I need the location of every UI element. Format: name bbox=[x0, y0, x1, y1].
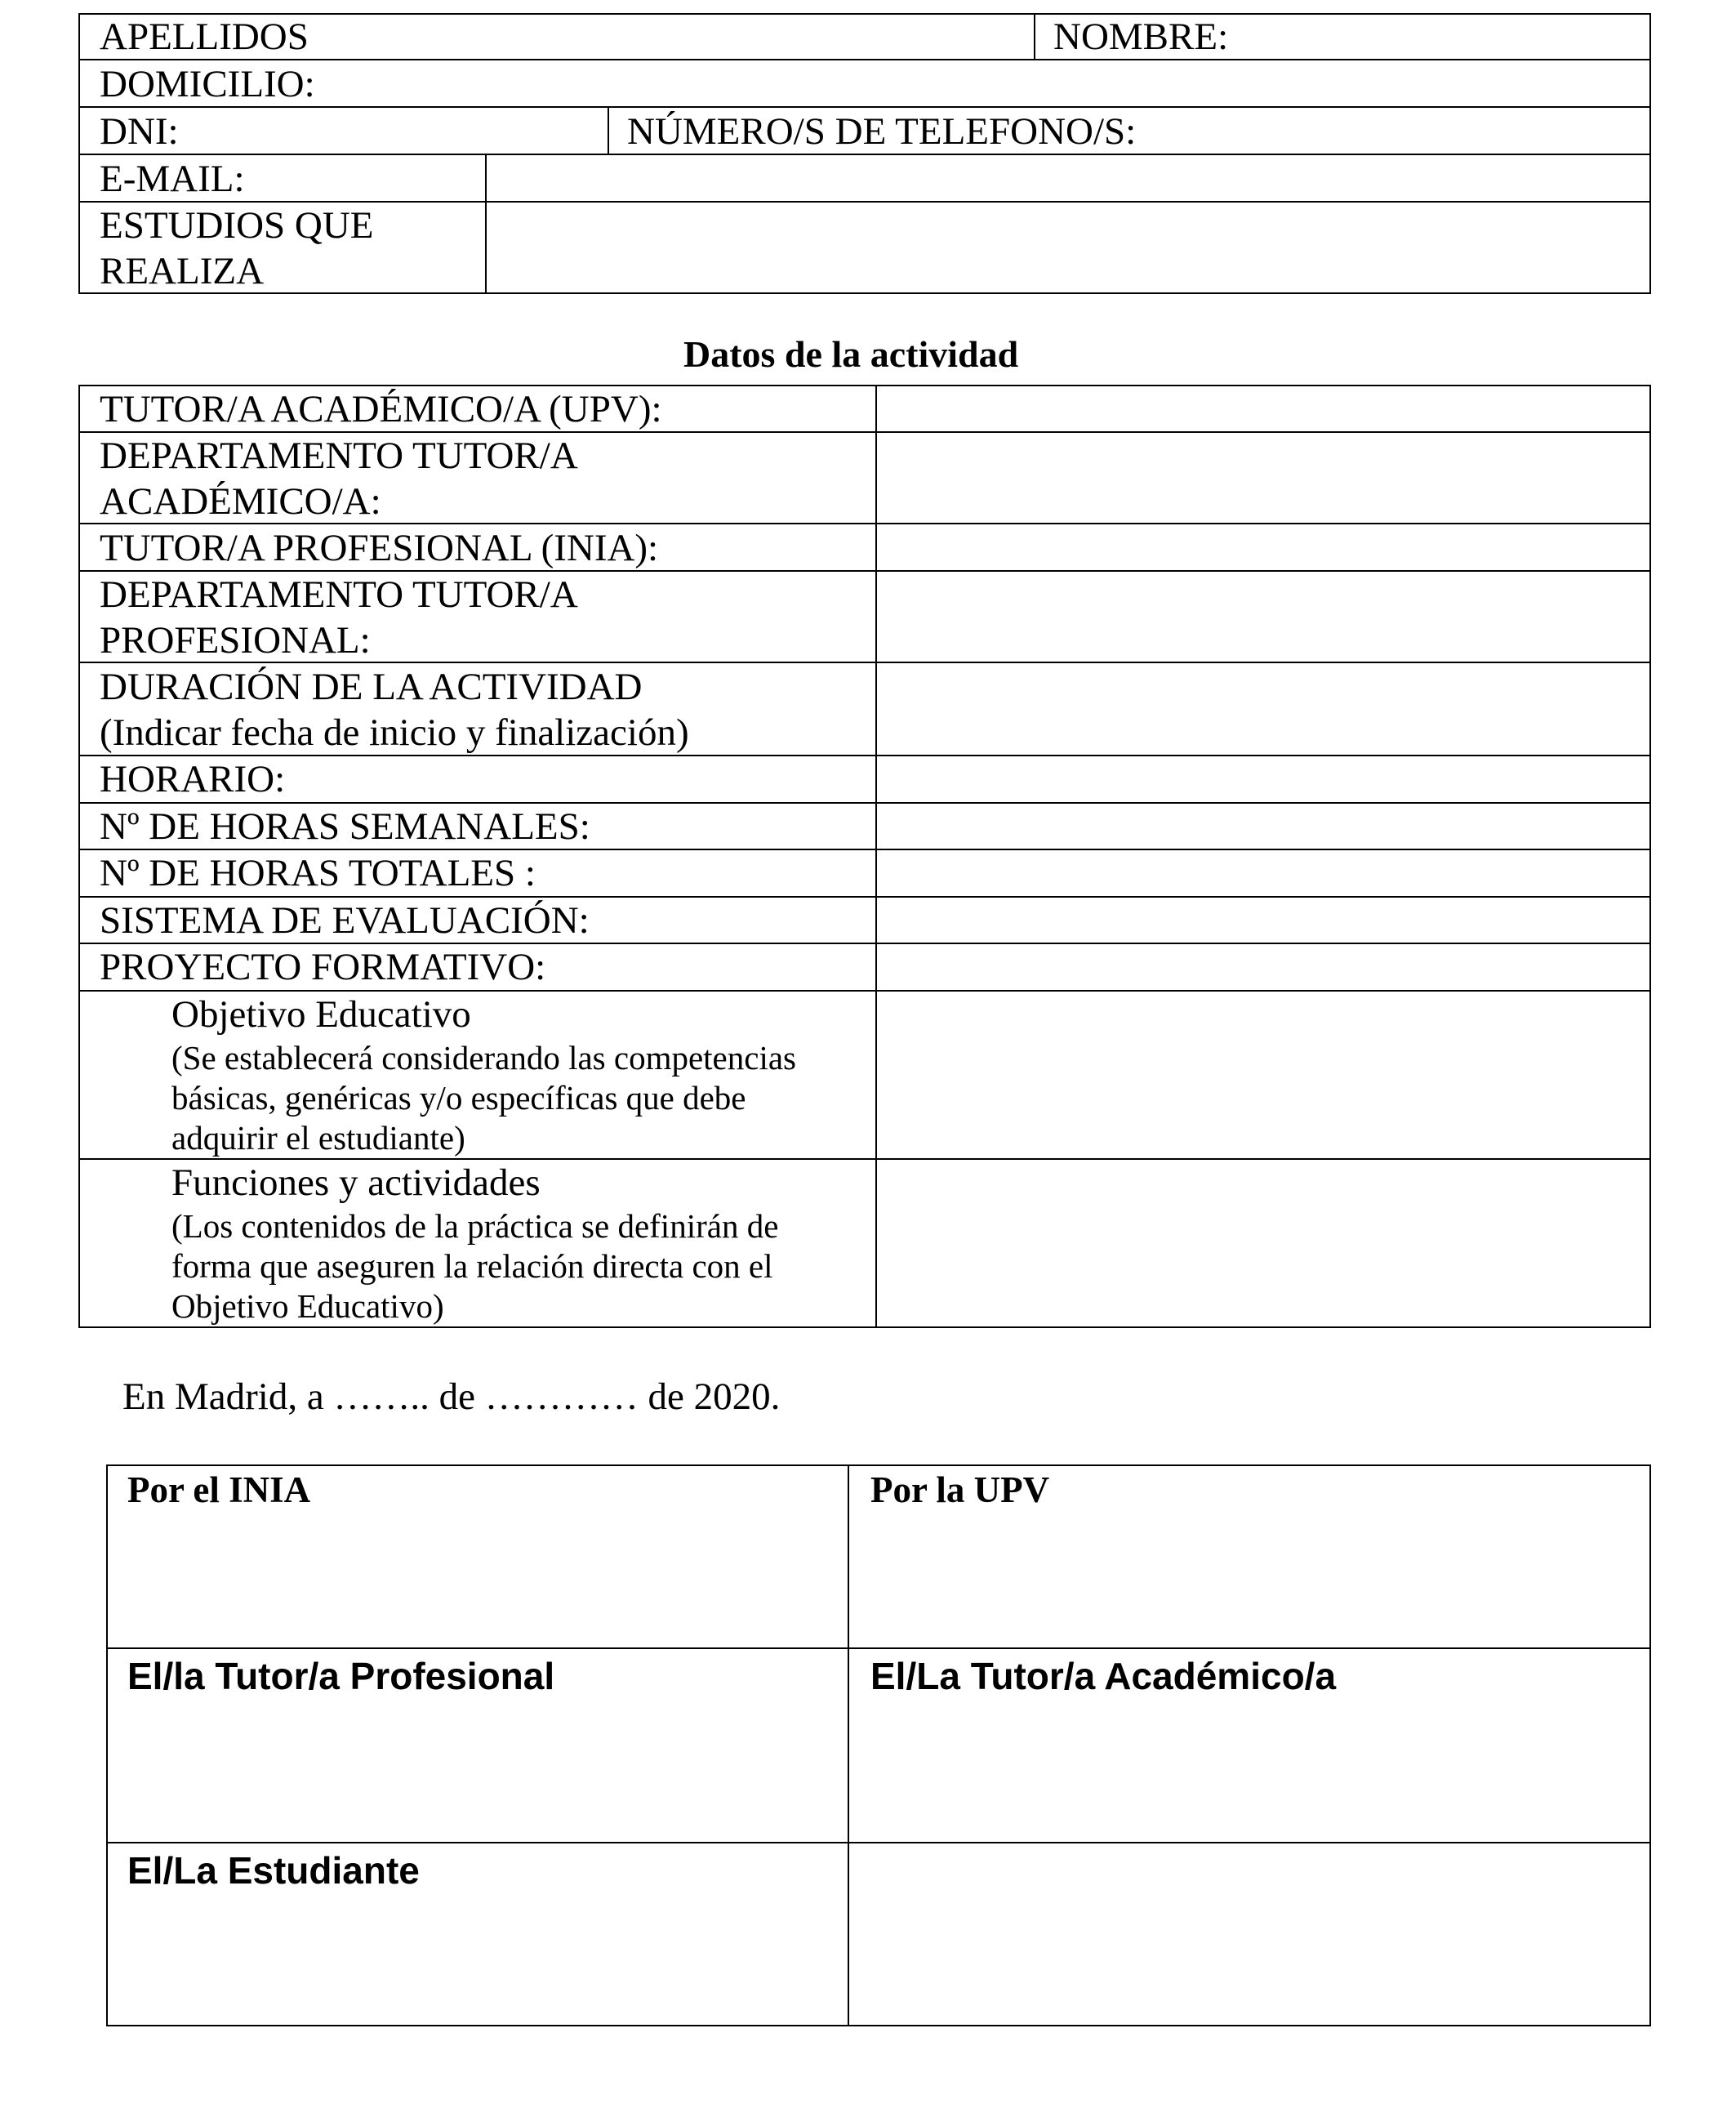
objetivo-note: básicas, genéricas y/o específicas que debe bbox=[171, 1079, 746, 1117]
activity-row-value[interactable] bbox=[875, 943, 1651, 992]
signature-label-upv: Por la UPV bbox=[870, 1469, 1050, 1510]
label-email: E-MAIL: bbox=[100, 158, 245, 200]
activity-label: TUTOR/A ACADÉMICO/A (UPV): bbox=[100, 388, 662, 430]
activity-row-value[interactable] bbox=[875, 849, 1651, 898]
cell-estudios-value[interactable] bbox=[485, 201, 1651, 294]
objetivo-note: adquirir el estudiante) bbox=[171, 1119, 465, 1157]
activity-label: DURACIÓN DE LA ACTIVIDAD bbox=[100, 666, 643, 708]
funciones-note: forma que aseguren la relación directa con el bbox=[171, 1247, 773, 1285]
funciones-value-cell[interactable] bbox=[875, 1158, 1651, 1328]
signature-label-estudiante: El/La Estudiante bbox=[127, 1849, 420, 1892]
activity-label: HORARIO: bbox=[100, 758, 286, 800]
activity-row-value[interactable] bbox=[875, 662, 1651, 756]
funciones-note: Objetivo Educativo) bbox=[171, 1287, 444, 1325]
activity-row-value[interactable] bbox=[875, 755, 1651, 804]
activity-row-value[interactable] bbox=[875, 802, 1651, 850]
objetivo-title: Objetivo Educativo bbox=[171, 993, 471, 1036]
activity-label: PROYECTO FORMATIVO: bbox=[100, 946, 546, 988]
label-domicilio: DOMICILIO: bbox=[100, 63, 315, 105]
funciones-note: (Los contenidos de la práctica se definirán de bbox=[171, 1207, 779, 1245]
activity-label: SISTEMA DE EVALUACIÓN: bbox=[100, 899, 590, 942]
activity-label: DEPARTAMENTO TUTOR/A bbox=[100, 435, 578, 477]
activity-row-value[interactable] bbox=[875, 570, 1651, 663]
activity-label: Nº DE HORAS SEMANALES: bbox=[100, 805, 590, 848]
signature-label-inia: Por el INIA bbox=[127, 1469, 311, 1510]
label-estudios-line2: REALIZA bbox=[100, 250, 265, 292]
cell-email-value[interactable] bbox=[485, 154, 1651, 203]
signature-label-tutor-profesional: El/la Tutor/a Profesional bbox=[127, 1655, 555, 1697]
label-estudios-line1: ESTUDIOS QUE bbox=[100, 204, 374, 247]
place-date: En Madrid, a …….. de ………… de 2020. bbox=[122, 1375, 781, 1418]
label-dni: DNI: bbox=[100, 110, 179, 153]
objetivo-note: (Se establecerá considerando las competencias bbox=[171, 1039, 796, 1077]
activity-label: Nº DE HORAS TOTALES : bbox=[100, 852, 536, 894]
funciones-title: Funciones y actividades bbox=[171, 1161, 541, 1204]
activity-row-value[interactable] bbox=[875, 385, 1651, 433]
signature-label-tutor-academico: El/La Tutor/a Académico/a bbox=[870, 1655, 1337, 1697]
activity-label: DEPARTAMENTO TUTOR/A bbox=[100, 573, 578, 616]
activity-row-value[interactable] bbox=[875, 523, 1651, 572]
activity-row-value[interactable] bbox=[875, 431, 1651, 524]
activity-label: TUTOR/A PROFESIONAL (INIA): bbox=[100, 527, 659, 569]
activity-row-value[interactable] bbox=[875, 896, 1651, 944]
signature-cell-empty bbox=[848, 1842, 1651, 2026]
activity-label: ACADÉMICO/A: bbox=[100, 480, 381, 523]
activity-heading: Datos de la actividad bbox=[683, 333, 1019, 375]
label-apellidos: APELLIDOS bbox=[100, 16, 309, 58]
objetivo-value-cell[interactable] bbox=[875, 990, 1651, 1160]
label-telefono: NÚMERO/S DE TELEFONO/S: bbox=[627, 110, 1137, 153]
label-nombre: NOMBRE: bbox=[1053, 16, 1229, 58]
activity-label: (Indicar fecha de inicio y finalización) bbox=[100, 711, 689, 754]
activity-label: PROFESIONAL: bbox=[100, 619, 371, 662]
